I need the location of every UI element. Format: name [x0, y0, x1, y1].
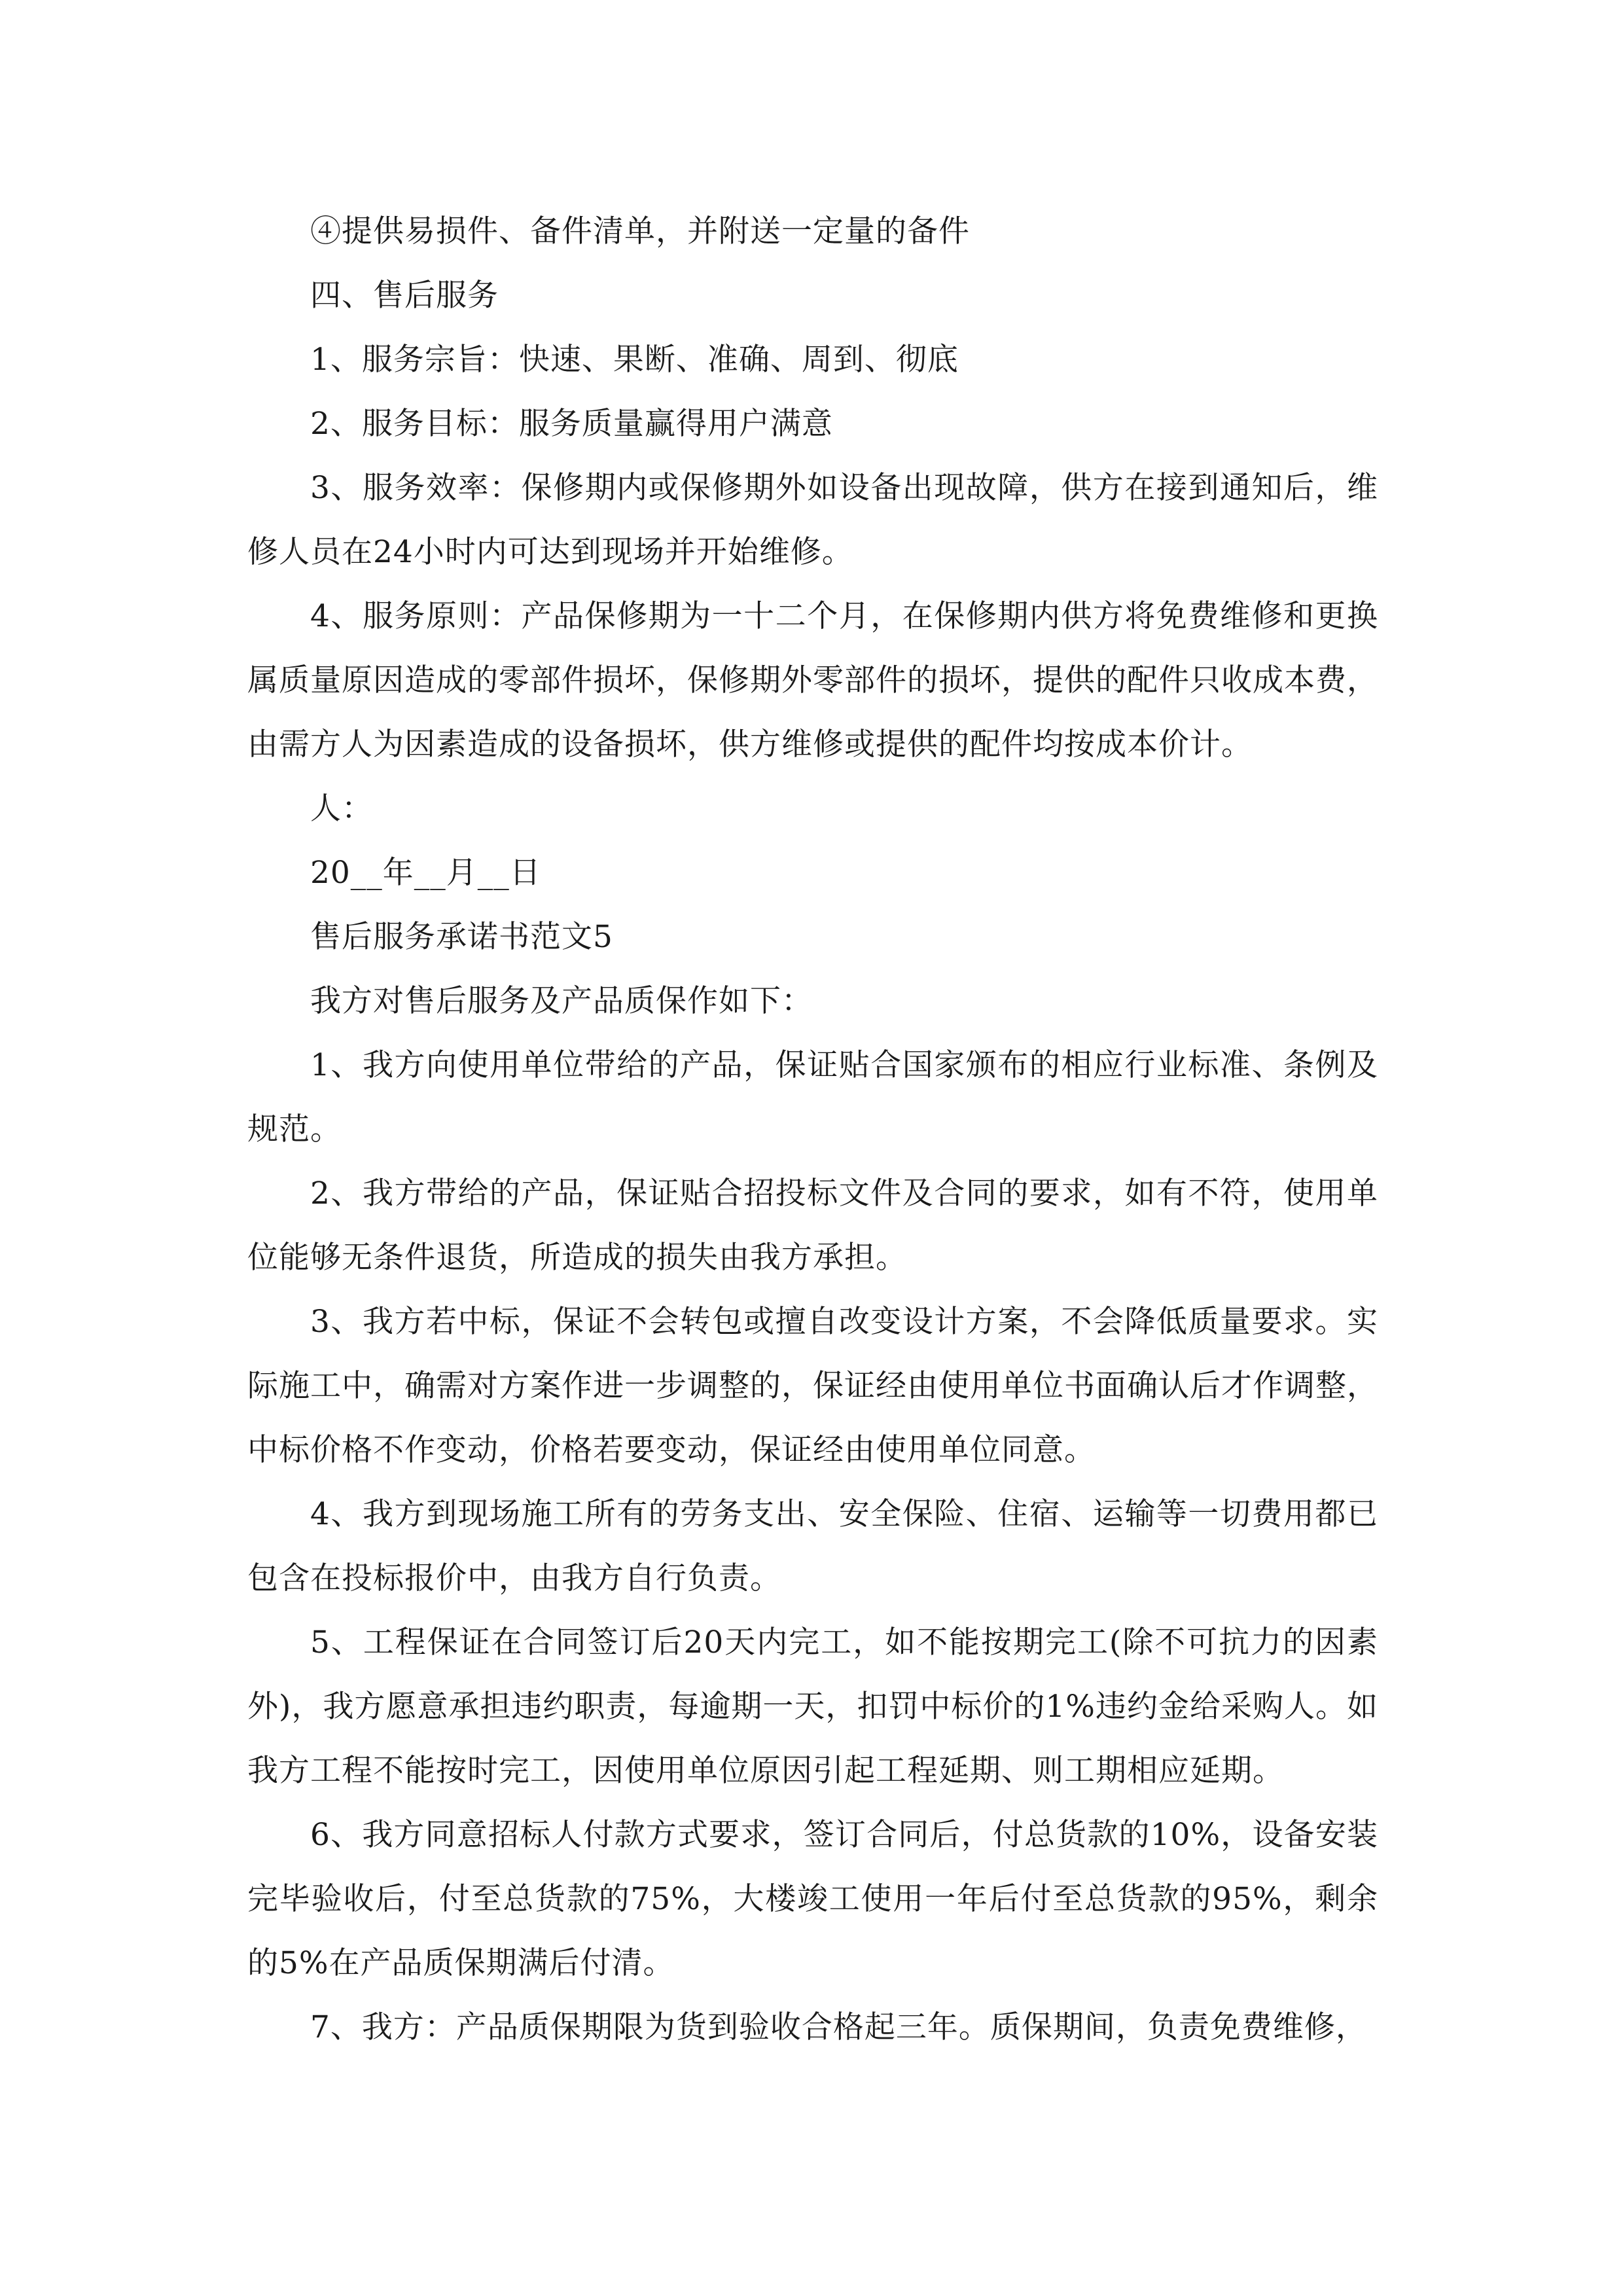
document-body [247, 200, 1378, 2060]
paragraph-item-7: 7、我方：产品质保期限为货到验收合格起三年。质保期间，负责免费维修， [310, 2009, 1367, 2045]
paragraph-service-purpose: 1、服务宗旨：快速、果断、准确、周到、彻底 [310, 342, 959, 378]
paragraph-item-6: 6、我方同意招标人付款方式要求，签订合同后，付总货款的10%，设备安装完毕验收后，付至总货款的75%，大楼竣工使用一年后付至总货款的95%，剩余的5%在产品质保期满后付清。 [247, 1817, 1378, 1981]
heading-after-sales-service: 四、售后服务 [310, 278, 499, 314]
paragraph-item-4: 4、我方到现场施工所有的劳务支出、安全保险、住宿、运输等一切费用都已包含在投标报价中，由我方自行负责。 [247, 1496, 1378, 1596]
paragraph-service-principle: 4、服务原则：产品保修期为一十二个月，在保修期内供方将免费维修和更换属质量原因造成的零部件损坏，保修期外零部件的损坏，提供的配件只收成本费，由需方人为因素造成的设备损坏，供方维修或提供的配件均按成本价计。 [247, 598, 1378, 762]
section-title-sample-5: 售后服务承诺书范文5 [310, 919, 613, 955]
paragraph-item-2: 2、我方带给的产品，保证贴合招投标文件及合同的要求，如有不符，使用单位能够无条件退货，所造成的损失由我方承担。 [247, 1175, 1378, 1276]
paragraph-intro: 我方对售后服务及产品质保作如下： [310, 983, 813, 1019]
paragraph-item-1: 1、我方向使用单位带给的产品，保证贴合国家颁布的相应行业标准、条例及规范。 [247, 1047, 1378, 1147]
paragraph-service-efficiency: 3、服务效率：保修期内或保修期外如设备出现故障，供方在接到通知后，维修人员在24小时内可达到现场并开始维修。 [247, 470, 1378, 570]
signature-person-line: 人： [310, 791, 373, 827]
date-line: 20__年__月__日 [310, 855, 541, 891]
paragraph-spare-parts: ④提供易损件、备件清单，并附送一定量的备件 [310, 213, 970, 249]
paragraph-service-goal: 2、服务目标：服务质量赢得用户满意 [310, 406, 833, 442]
paragraph-item-3: 3、我方若中标，保证不会转包或擅自改变设计方案，不会降低质量要求。实际施工中，确需对方案作进一步调整的，保证经由使用单位书面确认后才作调整，中标价格不作变动，价格若要变动，保证经由使用单位同意。 [247, 1304, 1378, 1468]
paragraph-item-5: 5、工程保证在合同签订后20天内完工，如不能按期完工(除不可抗力的因素外)，我方愿意承担违约职责，每逾期一天，扣罚中标价的1%违约金给采购人。如我方工程不能按时完工，因使用单位原因引起工程延期、则工期相应延期。 [247, 1624, 1378, 1789]
